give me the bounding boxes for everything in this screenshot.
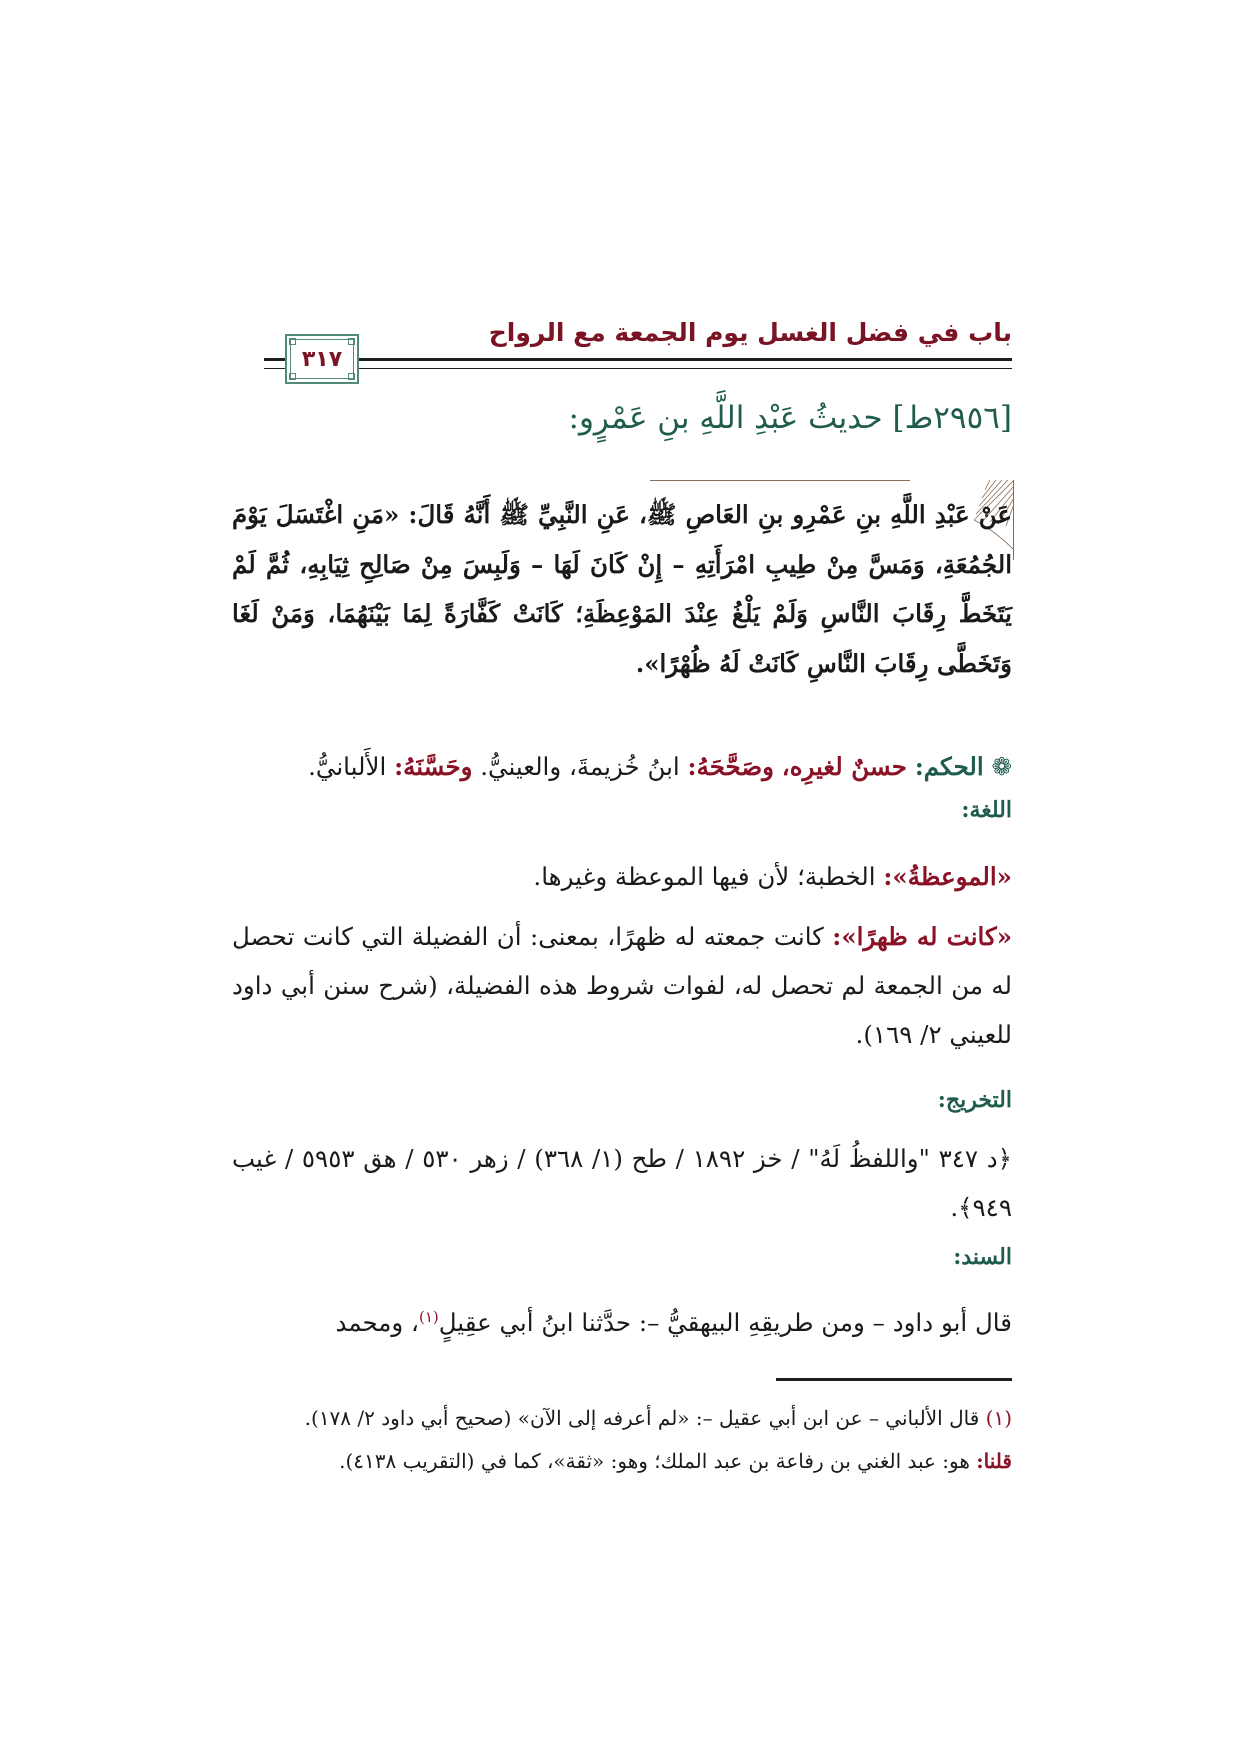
footnotes bbox=[232, 1398, 1012, 1482]
matn-box-border bbox=[650, 480, 910, 481]
lugha-entry bbox=[232, 852, 1012, 901]
flower-icon: ❁ bbox=[991, 752, 1012, 781]
lugha-term: «كانت له ظهرًا»: bbox=[832, 922, 1013, 951]
frame-ornament bbox=[289, 338, 296, 345]
sahhahahu-names: ابنُ خُزيمةَ، والعينيُّ. bbox=[480, 752, 680, 781]
matn-body: «مَنِ اغْتَسَلَ يَوْمَ الجُمُعَةِ، وَمَسَّ مِنْ طِيبِ امْرَأَتِهِ – إِنْ كَانَ لَهَا – وَلَبِسَ مِنْ صَالِحِ ثِيَابِهِ، ثُمَّ لَمْ يَتَخَطَّ رِقَابَ النَّاسِ وَلَمْ يَلْغُ عِنْدَ المَوْعِظَةِ؛ كَانَتْ كَفَّارَةً لِمَا بَيْنَهُمَا، وَمَنْ لَغَا وَتَخَطَّى رِقَابَ النَّاسِ كَانَتْ لَهُ ظُهْرًا». bbox=[232, 500, 1012, 678]
ruling-line bbox=[232, 742, 1012, 792]
lugha-entry bbox=[232, 912, 1012, 1059]
takhrij-text: ﴿د ٣٤٧ "واللفظُ لَهُ" / خز ١٨٩٢ / طح (١/ ٣٦٨) / زهر ٥٣٠ / هق ٥٩٥٣ / غيب ٩٤٩﴾. bbox=[232, 1144, 1013, 1222]
frame-ornament bbox=[348, 338, 355, 345]
footnote-mark: (١) bbox=[985, 1406, 1012, 1430]
footnote-ref[interactable]: (١) bbox=[418, 1307, 439, 1326]
chapter-title: باب في فضل الغسل يوم الجمعة مع الرواح bbox=[488, 318, 1012, 347]
matn-intro: عَنْ عَبْدِ اللَّهِ بنِ عَمْرِو بنِ العَاصِ ﷺ، عَنِ النَّبِيِّ ﷺ أَنَّهُ قَالَ: bbox=[399, 500, 1012, 529]
hadith-heading: [٢٩٥٦ط] حديثُ عَبْدِ اللَّهِ بنِ عَمْرٍو: bbox=[568, 400, 1012, 436]
lugha-term: «الموعظةُ»: bbox=[883, 862, 1012, 891]
footnote-1 bbox=[232, 1398, 1012, 1439]
lugha-title: اللغة: bbox=[961, 797, 1012, 823]
qulna-label: قلنا: bbox=[976, 1449, 1012, 1473]
lugha-definition: كانت جمعته له ظهرًا، بمعنى: أن الفضيلة التي كانت تحصل له من الجمعة لم تحصل له، لفوات شروط هذه الفضيلة، (شرح سنن أبي داود للعيني ٢/ ١٦٩). bbox=[232, 922, 1012, 1049]
sanad-text bbox=[232, 1298, 1012, 1347]
header-rule bbox=[264, 358, 1012, 361]
lugha-definition: الخطبة؛ لأن فيها الموعظة وغيرها. bbox=[533, 862, 876, 891]
footnote-qulna bbox=[232, 1441, 1012, 1482]
takhrij-title: التخريج: bbox=[937, 1087, 1012, 1113]
sanad-body: قال أبو داود – ومن طريقِهِ البيهقيُّ –: حدَّثنا ابنُ أبي عقِيلٍ bbox=[438, 1308, 1012, 1337]
hassanahu-label: وحَسَّنَهُ: bbox=[394, 752, 473, 781]
ruling-grade: حسنٌ لغيرِه، bbox=[781, 752, 907, 781]
frame-ornament bbox=[289, 373, 296, 380]
page-number: ٣١٧ bbox=[290, 339, 354, 379]
ruling-label: الحكم: bbox=[914, 752, 984, 781]
header-rule-thin bbox=[264, 368, 1012, 369]
footnote-rule bbox=[776, 1378, 1012, 1381]
sahhahahu-label: وصَحَّحَهُ: bbox=[687, 752, 774, 781]
footnote-text: قال الألباني – عن ابن أبي عقيل –: «لم أعرفه إلى الآن» (صحيح أبي داود ٢/ ١٧٨). bbox=[304, 1406, 980, 1430]
sanad-body-continued: ، ومحمد bbox=[335, 1308, 419, 1337]
qulna-text: هو: عبد الغني بن رفاعة بن عبد الملك؛ وهو: «ثقة»، كما في (التقريب ٤١٣٨). bbox=[339, 1449, 970, 1473]
sanad-title: السند: bbox=[953, 1244, 1012, 1270]
frame-ornament bbox=[348, 373, 355, 380]
hadith-matn bbox=[232, 490, 1012, 688]
hassanahu-names: الأَلبانيُّ. bbox=[308, 752, 387, 781]
page-number-frame bbox=[285, 334, 359, 384]
